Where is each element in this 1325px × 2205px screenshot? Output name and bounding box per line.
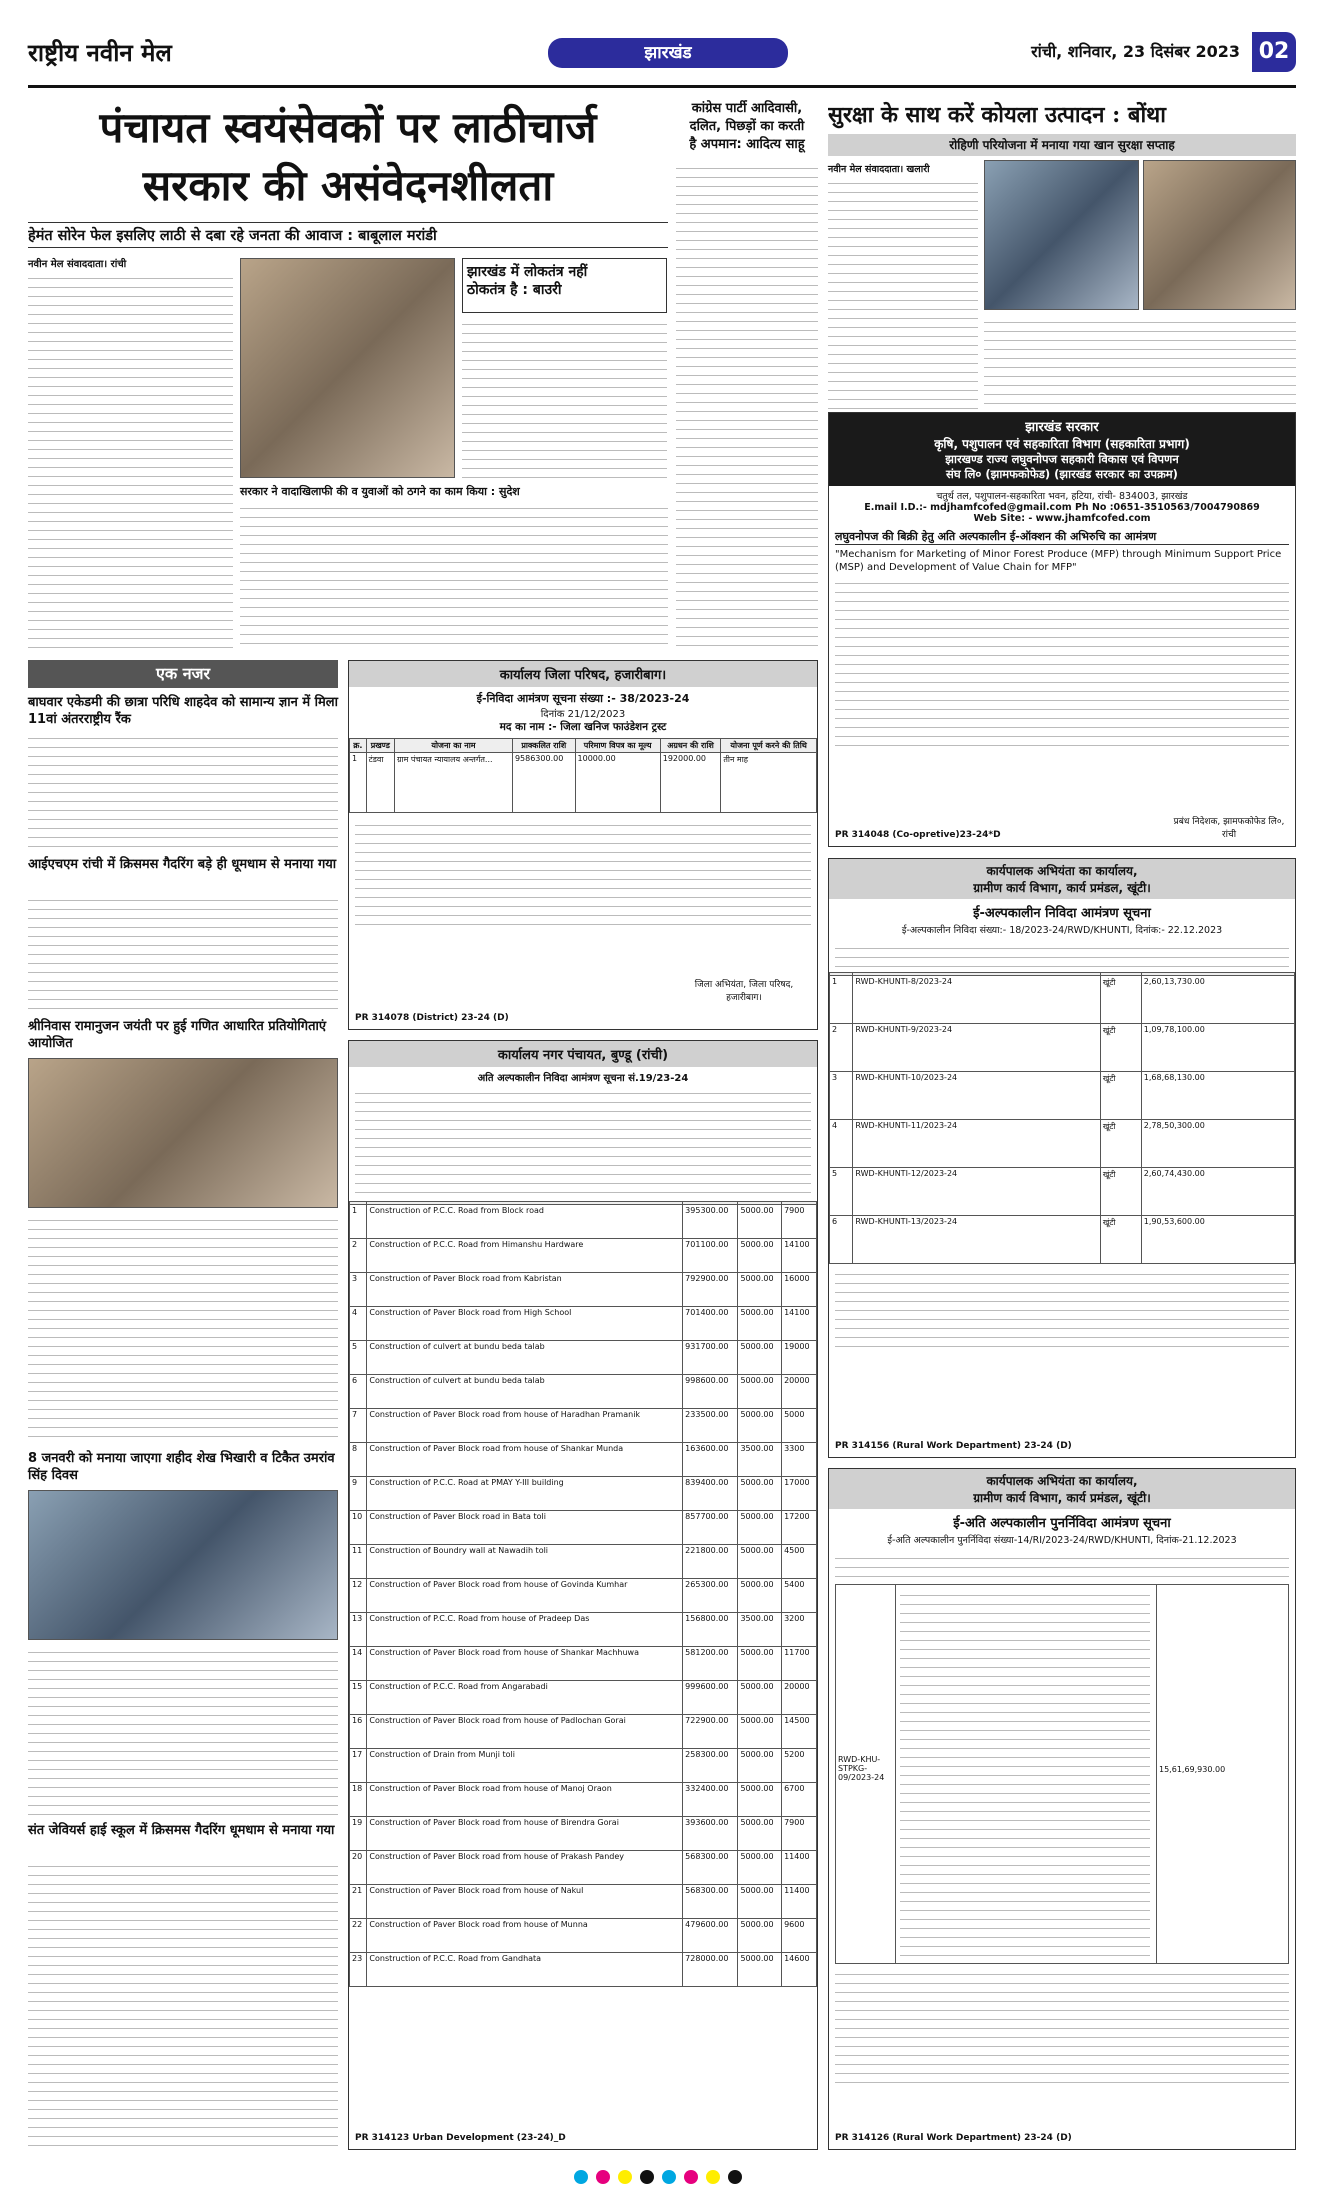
bundu-cell-work: Construction of P.C.C. Road from Himanshu Hardware bbox=[367, 1239, 683, 1273]
kh1-title: ई-अल्पकालीन निविदा आमंत्रण सूचना bbox=[973, 906, 1151, 921]
ad-org-2: संघ लि० (झामफकोफेड) (झारखंड सरकार का उपक्रम) bbox=[946, 467, 1178, 481]
lead-sub2: सरकार ने वादाखिलाफी की व युवाओं को ठगने का काम किया : सुदेश bbox=[240, 485, 520, 498]
bundu-cell-cost: 5000.00 bbox=[738, 1783, 782, 1817]
lead-body-text bbox=[28, 272, 233, 652]
bundu-cell-amt: 931700.00 bbox=[683, 1341, 738, 1375]
bundu-cell-n: 10 bbox=[350, 1511, 367, 1545]
bundu-cell-work: Construction of culvert at bundu beda talab bbox=[367, 1375, 683, 1409]
bundu-cell-cost: 5000.00 bbox=[738, 1681, 782, 1715]
kh1-office-1: कार्यपालक अभियंता का कार्यालय, bbox=[986, 864, 1138, 878]
kh2-pr-no: PR 314126 (Rural Work Department) 23-24 (D) bbox=[835, 2133, 1072, 2143]
bundu-cell-emd: 17200 bbox=[782, 1511, 817, 1545]
tender-bundu bbox=[348, 1040, 818, 2150]
bundu-cell-work: Construction of culvert at bundu beda talab bbox=[367, 1341, 683, 1375]
bundu-cell-amt: 701100.00 bbox=[683, 1239, 738, 1273]
color-swatch bbox=[684, 2170, 698, 2184]
ad-org-1: झारखण्ड राज्य लघुवनोपज सहकारी विकास एवं विपणन bbox=[945, 452, 1179, 466]
bundu-cell-work: Construction of P.C.C. Road from Gandhata bbox=[367, 1953, 683, 1987]
bundu-cell-cost: 5000.00 bbox=[738, 1341, 782, 1375]
kh1-cell-amt: 1,90,53,600.00 bbox=[1141, 1216, 1294, 1264]
hzb-h6: योजना पूर्ण करने की तिथि bbox=[721, 739, 817, 753]
ad-en-text: "Mechanism for Marketing of Minor Forest Produce (MFP) through Minimum Support Price (MSP) and Development of Value Chain for MFP" bbox=[835, 549, 1282, 573]
bundu-cell-cost: 5000.00 bbox=[738, 1273, 782, 1307]
bundu-cell-work: Construction of Paver Block road from house of Govinda Kumhar bbox=[367, 1579, 683, 1613]
table-row bbox=[830, 1120, 1295, 1168]
lead-sub2-text bbox=[240, 502, 668, 652]
bundu-cell-amt: 998600.00 bbox=[683, 1375, 738, 1409]
table-row bbox=[350, 1953, 817, 1987]
side-story-text bbox=[462, 318, 667, 478]
bundu-cell-amt: 393600.00 bbox=[683, 1817, 738, 1851]
bundu-cell-work: Construction of P.C.C. Road at PMAY Y-III building bbox=[367, 1477, 683, 1511]
bundu-cell-n: 12 bbox=[350, 1579, 367, 1613]
bundu-cell-cost: 5000.00 bbox=[738, 1715, 782, 1749]
hzb-h5: अग्रधन की राशि bbox=[660, 739, 721, 753]
ad-pr-no: PR 314048 (Co-opretive)23-24*D bbox=[835, 830, 1001, 840]
bundu-cell-emd: 3300 bbox=[782, 1443, 817, 1477]
kh1-cell-n: 6 bbox=[830, 1216, 853, 1264]
tender-hazaribag bbox=[348, 660, 818, 1030]
bundu-cell-cost: 5000.00 bbox=[738, 1511, 782, 1545]
bundu-cell-cost: 5000.00 bbox=[738, 1545, 782, 1579]
congress-head-1: कांग्रेस पार्टी आदिवासी, bbox=[691, 101, 803, 116]
kh2-intro bbox=[835, 1552, 1289, 1580]
bundu-cell-work: Construction of Paver Block road from house of Shankar Machhuwa bbox=[367, 1647, 683, 1681]
bundu-cell-emd: 16000 bbox=[782, 1273, 817, 1307]
table-row bbox=[830, 1168, 1295, 1216]
bundu-cell-amt: 839400.00 bbox=[683, 1477, 738, 1511]
bundu-pr-no: PR 314123 Urban Development (23-24)_D bbox=[355, 2133, 566, 2143]
table-row bbox=[830, 976, 1295, 1024]
bundu-cell-emd: 9600 bbox=[782, 1919, 817, 1953]
hzb-notice: ई-निविदा आमंत्रण सूचना संख्या :- 38/2023-24 bbox=[476, 692, 690, 705]
kh2-amount: 15,61,69,930.00 bbox=[1156, 1585, 1226, 1963]
table-row bbox=[830, 1024, 1295, 1072]
kh1-office-2: ग्रामीण कार्य विभाग, कार्य प्रमंडल, खूंटी। bbox=[973, 881, 1151, 895]
bundu-cell-work: Construction of Drain from Munji toli bbox=[367, 1749, 683, 1783]
hzb-cell: तीन माह bbox=[721, 753, 817, 813]
color-swatch bbox=[618, 2170, 632, 2184]
kh1-cell-n: 1 bbox=[830, 976, 853, 1024]
ek-nazar-story4-head: 8 जनवरी को मनाया जाएगा शहीद शेख भिखारी व टिकैत उमरांव सिंह दिवस bbox=[28, 1451, 335, 1483]
bundu-cell-work: Construction of Paver Block road from house of Haradhan Pramanik bbox=[367, 1409, 683, 1443]
table-row bbox=[350, 1783, 817, 1817]
coal-photo-2 bbox=[1143, 160, 1296, 310]
bundu-cell-n: 3 bbox=[350, 1273, 367, 1307]
page-number: 02 bbox=[1252, 32, 1296, 72]
bundu-cell-cost: 5000.00 bbox=[738, 1239, 782, 1273]
bundu-cell-work: Construction of Paver Block road from house of Shankar Munda bbox=[367, 1443, 683, 1477]
coal-byline: नवीन मेल संवाददाता। खलारी bbox=[828, 164, 930, 175]
coal-headline: सुरक्षा के साथ करें कोयला उत्पादन : बोंथा bbox=[828, 102, 1166, 128]
bundu-cell-emd: 5200 bbox=[782, 1749, 817, 1783]
table-row bbox=[350, 1307, 817, 1341]
bundu-cell-emd: 7900 bbox=[782, 1205, 817, 1239]
color-swatch bbox=[596, 2170, 610, 2184]
table-row bbox=[350, 1579, 817, 1613]
hzb-cell: 9586300.00 bbox=[512, 753, 575, 813]
hzb-h2: योजना का नाम bbox=[394, 739, 512, 753]
ek-nazar-story4-text bbox=[28, 1646, 338, 1816]
bundu-cell-emd: 17000 bbox=[782, 1477, 817, 1511]
hzb-h3: प्राक्कलित राशि bbox=[512, 739, 575, 753]
table-row bbox=[350, 1647, 817, 1681]
bundu-cell-amt: 156800.00 bbox=[683, 1613, 738, 1647]
bundu-cell-emd: 14600 bbox=[782, 1953, 817, 1987]
bundu-cell-amt: 792900.00 bbox=[683, 1273, 738, 1307]
hzb-cell: 10000.00 bbox=[575, 753, 660, 813]
kh1-cell-ref: RWD-KHUNTI-13/2023-24 bbox=[853, 1216, 1100, 1264]
bundu-cell-cost: 5000.00 bbox=[738, 1885, 782, 1919]
kh2-terms bbox=[835, 1968, 1289, 2088]
kh1-cell-amt: 2,60,13,730.00 bbox=[1141, 976, 1294, 1024]
bundu-cell-amt: 233500.00 bbox=[683, 1409, 738, 1443]
bundu-cell-work: Construction of Paver Block road from house of Munna bbox=[367, 1919, 683, 1953]
hzb-office: कार्यालय जिला परिषद, हजारीबाग। bbox=[349, 661, 817, 687]
bundu-cell-amt: 258300.00 bbox=[683, 1749, 738, 1783]
bundu-cell-amt: 568300.00 bbox=[683, 1851, 738, 1885]
kh1-office bbox=[829, 859, 1295, 899]
table-row bbox=[350, 1409, 817, 1443]
ad-phone: Ph No :0651-3510563/7004790869 bbox=[1074, 502, 1260, 513]
bundu-cell-cost: 5000.00 bbox=[738, 1477, 782, 1511]
hzb-cell: ग्राम पंचायत न्यायालय अन्तर्गत... bbox=[394, 753, 512, 813]
bundu-cell-amt: 221800.00 bbox=[683, 1545, 738, 1579]
bundu-cell-emd: 14500 bbox=[782, 1715, 817, 1749]
kh2-ref: RWD-KHU-STPKG-09/2023-24 bbox=[836, 1585, 896, 1963]
bundu-cell-work: Construction of Paver Block road from High School bbox=[367, 1307, 683, 1341]
kh1-cell-block: खूंटी bbox=[1100, 1168, 1141, 1216]
ad-notice-head: लघुवनोपज की बिक्री हेतु अति अल्पकालीन ई-ऑक्शन की अभिरुचि का आमंत्रण bbox=[835, 529, 1289, 545]
table-row bbox=[350, 1715, 817, 1749]
ad-title: झारखंड सरकार bbox=[1025, 420, 1099, 435]
color-swatch bbox=[574, 2170, 588, 2184]
bundu-cell-work: Construction of Paver Block road in Bata toli bbox=[367, 1511, 683, 1545]
ad-header bbox=[829, 413, 1295, 486]
congress-head-2: दलित, पिछड़ों का करती bbox=[689, 119, 805, 134]
bundu-cell-n: 5 bbox=[350, 1341, 367, 1375]
bundu-cell-n: 22 bbox=[350, 1919, 367, 1953]
color-swatch bbox=[706, 2170, 720, 2184]
tender-khunti-2 bbox=[828, 1468, 1296, 2150]
table-row bbox=[350, 1443, 817, 1477]
bundu-cell-n: 1 bbox=[350, 1205, 367, 1239]
bundu-cell-emd: 11400 bbox=[782, 1885, 817, 1919]
bundu-cell-work: Construction of Paver Block road from house of Padlochan Gorai bbox=[367, 1715, 683, 1749]
bundu-cell-emd: 5400 bbox=[782, 1579, 817, 1613]
coal-body-text bbox=[828, 177, 978, 417]
bundu-cell-n: 13 bbox=[350, 1613, 367, 1647]
bundu-cell-amt: 265300.00 bbox=[683, 1579, 738, 1613]
bundu-cell-amt: 332400.00 bbox=[683, 1783, 738, 1817]
color-swatch bbox=[640, 2170, 654, 2184]
bundu-cell-n: 16 bbox=[350, 1715, 367, 1749]
bundu-cell-cost: 5000.00 bbox=[738, 1851, 782, 1885]
kh1-cell-ref: RWD-KHUNTI-11/2023-24 bbox=[853, 1120, 1100, 1168]
table-row bbox=[350, 1545, 817, 1579]
ek-nazar-photo-2 bbox=[28, 1490, 338, 1640]
kh1-cell-block: खूंटी bbox=[1100, 1216, 1141, 1264]
kh1-table bbox=[829, 972, 1295, 1264]
ad-address: चतुर्थ तल, पशुपालन-सहकारिता भवन, हटिया, रांची- 834003, झारखंड bbox=[936, 491, 1188, 502]
bundu-cell-cost: 5000.00 bbox=[738, 1409, 782, 1443]
bundu-cell-amt: 701400.00 bbox=[683, 1307, 738, 1341]
bundu-cell-emd: 3200 bbox=[782, 1613, 817, 1647]
table-row bbox=[350, 1681, 817, 1715]
kh2-table bbox=[835, 1584, 1289, 1964]
table-row bbox=[830, 1072, 1295, 1120]
bundu-cell-n: 8 bbox=[350, 1443, 367, 1477]
side-head-line-1: झारखंड में लोकतंत्र नहीं bbox=[467, 264, 588, 280]
section-label: झारखंड bbox=[548, 38, 788, 68]
table-row bbox=[350, 1851, 817, 1885]
bundu-cell-emd: 20000 bbox=[782, 1681, 817, 1715]
kh1-cell-block: खूंटी bbox=[1100, 1024, 1141, 1072]
ad-jhamfcofed bbox=[828, 412, 1296, 847]
bundu-cell-cost: 3500.00 bbox=[738, 1613, 782, 1647]
table-row bbox=[350, 1749, 817, 1783]
bundu-cell-amt: 999600.00 bbox=[683, 1681, 738, 1715]
table-row bbox=[350, 1919, 817, 1953]
bundu-details bbox=[355, 1087, 811, 1197]
coal-photo-1 bbox=[984, 160, 1139, 310]
table-row bbox=[350, 1613, 817, 1647]
ek-nazar-story3-text bbox=[28, 1214, 338, 1444]
kh2-office-1: कार्यपालक अभियंता का कार्यालय, bbox=[986, 1474, 1138, 1488]
color-swatch bbox=[662, 2170, 676, 2184]
coal-body-text-2 bbox=[984, 316, 1296, 406]
kh1-cell-block: खूंटी bbox=[1100, 1120, 1141, 1168]
table-row bbox=[350, 1375, 817, 1409]
hzb-cell: टंडवा bbox=[366, 753, 394, 813]
hzb-cell: 1 bbox=[350, 753, 367, 813]
kh1-cell-ref: RWD-KHUNTI-9/2023-24 bbox=[853, 1024, 1100, 1072]
kh1-cell-n: 3 bbox=[830, 1072, 853, 1120]
kh1-cell-ref: RWD-KHUNTI-10/2023-24 bbox=[853, 1072, 1100, 1120]
bundu-cell-emd: 4500 bbox=[782, 1545, 817, 1579]
table-row bbox=[350, 1239, 817, 1273]
table-row bbox=[350, 1511, 817, 1545]
bundu-table bbox=[349, 1201, 817, 1987]
ek-nazar-story2-head: आईएचएम रांची में क्रिसमस गैदरिंग बड़े ही धूमधाम से मनाया गया bbox=[28, 857, 337, 872]
bundu-cell-n: 17 bbox=[350, 1749, 367, 1783]
bundu-cell-n: 11 bbox=[350, 1545, 367, 1579]
bundu-cell-cost: 5000.00 bbox=[738, 1205, 782, 1239]
dateline: रांची, शनिवार, 23 दिसंबर 2023 bbox=[1031, 42, 1240, 61]
table-row bbox=[350, 1477, 817, 1511]
ad-body-text bbox=[835, 577, 1289, 752]
bundu-cell-cost: 5000.00 bbox=[738, 1375, 782, 1409]
bundu-cell-cost: 5000.00 bbox=[738, 1953, 782, 1987]
coal-body-col bbox=[828, 162, 978, 417]
ad-signer: प्रबंध निदेशक, झामफकोफेड लि०, रांची bbox=[1173, 817, 1285, 840]
kh1-cell-amt: 2,78,50,300.00 bbox=[1141, 1120, 1294, 1168]
bundu-cell-work: Construction of Boundry wall at Nawadih toli bbox=[367, 1545, 683, 1579]
kh2-title: ई-अति अल्पकालीन पुनर्निविदा आमंत्रण सूचना bbox=[953, 1516, 1171, 1531]
bundu-cell-cost: 5000.00 bbox=[738, 1579, 782, 1613]
table-row bbox=[350, 1817, 817, 1851]
table-row bbox=[350, 1885, 817, 1919]
bundu-cell-n: 7 bbox=[350, 1409, 367, 1443]
kh1-terms bbox=[835, 1268, 1289, 1348]
bundu-cell-amt: 728000.00 bbox=[683, 1953, 738, 1987]
bundu-cell-work: Construction of Paver Block road from house of Manoj Oraon bbox=[367, 1783, 683, 1817]
bundu-cell-work: Construction of Paver Block road from house of Prakash Pandey bbox=[367, 1851, 683, 1885]
hzb-pr-no: PR 314078 (District) 23-24 (D) bbox=[355, 1013, 509, 1023]
kh2-works bbox=[900, 1589, 1150, 1959]
tender-khunti-1 bbox=[828, 858, 1296, 1458]
hzb-signer: जिला अभियंता, जिला परिषद, हजारीबाग। bbox=[694, 980, 794, 1003]
bundu-cell-work: Construction of P.C.C. Road from Block road bbox=[367, 1205, 683, 1239]
table-row bbox=[350, 1273, 817, 1307]
ek-nazar-story5-head: संत जेवियर्स हाई स्कूल में क्रिसमस गैदरिंग धूमधाम से मनाया गया bbox=[28, 1823, 335, 1838]
ek-nazar-story2-text bbox=[28, 894, 338, 1014]
bundu-cell-emd: 14100 bbox=[782, 1239, 817, 1273]
bundu-cell-n: 6 bbox=[350, 1375, 367, 1409]
kh1-cell-block: खूंटी bbox=[1100, 976, 1141, 1024]
bundu-notice: अति अल्पकालीन निविदा आमंत्रण सूचना सं.19/23-24 bbox=[477, 1073, 689, 1084]
bundu-office: कार्यालय नगर पंचायत, बुण्डू (रांची) bbox=[349, 1041, 817, 1067]
kh1-cell-n: 2 bbox=[830, 1024, 853, 1072]
bundu-cell-emd: 7900 bbox=[782, 1817, 817, 1851]
bundu-cell-emd: 19000 bbox=[782, 1341, 817, 1375]
bundu-cell-emd: 14100 bbox=[782, 1307, 817, 1341]
ad-contact bbox=[829, 486, 1295, 527]
bundu-cell-emd: 11700 bbox=[782, 1647, 817, 1681]
table-row bbox=[830, 1216, 1295, 1264]
bundu-cell-amt: 722900.00 bbox=[683, 1715, 738, 1749]
bundu-cell-emd: 5000 bbox=[782, 1409, 817, 1443]
kh1-cell-amt: 2,60,74,430.00 bbox=[1141, 1168, 1294, 1216]
kh1-cell-amt: 1,09,78,100.00 bbox=[1141, 1024, 1294, 1072]
lead-byline: नवीन मेल संवाददाता। रांची bbox=[28, 259, 127, 270]
lead-headline-2: सरकार की असंवेदनशीलता bbox=[142, 161, 554, 210]
bundu-cell-work: Construction of Paver Block road from house of Birendra Gorai bbox=[367, 1817, 683, 1851]
table-row bbox=[350, 1341, 817, 1375]
ek-nazar-story1-text bbox=[28, 732, 338, 852]
bundu-cell-amt: 857700.00 bbox=[683, 1511, 738, 1545]
bundu-cell-work: Construction of P.C.C. Road from house of Pradeep Das bbox=[367, 1613, 683, 1647]
bundu-cell-cost: 5000.00 bbox=[738, 1307, 782, 1341]
bundu-cell-n: 9 bbox=[350, 1477, 367, 1511]
kh2-office bbox=[829, 1469, 1295, 1509]
bundu-cell-cost: 5000.00 bbox=[738, 1647, 782, 1681]
coal-subhead: रोहिणी परियोजना में मनाया गया खान सुरक्षा सप्ताह bbox=[828, 134, 1296, 156]
side-head-line-2: ठोकतंत्र है : बाउरी bbox=[467, 282, 562, 298]
bundu-cell-amt: 163600.00 bbox=[683, 1443, 738, 1477]
ek-nazar-story1-head: बाघवार एकेडमी की छात्रा परिधि शाहदेव को सामान्य ज्ञान में मिला 11वां अंतरराष्ट्रीय रैंक bbox=[28, 695, 338, 727]
kh2-notice: ई-अति अल्पकालीन पुनर्निविदा संख्या-14/RI/2023-24/RWD/KHUNTI, दिनांक-21.12.2023 bbox=[887, 1535, 1237, 1546]
bundu-cell-work: Construction of Paver Block road from Kabristan bbox=[367, 1273, 683, 1307]
masthead bbox=[28, 30, 1296, 88]
color-swatch bbox=[728, 2170, 742, 2184]
ad-email: E.mail I.D.:- mdjhamfcofed@gmail.com bbox=[864, 502, 1072, 513]
bundu-cell-n: 4 bbox=[350, 1307, 367, 1341]
kh1-cell-ref: RWD-KHUNTI-12/2023-24 bbox=[853, 1168, 1100, 1216]
print-color-bar bbox=[28, 2170, 1296, 2184]
hzb-h0: क्र. bbox=[350, 739, 367, 753]
brand-logo: राष्ट्रीय नवीन मेल bbox=[28, 38, 172, 67]
kh2-office-2: ग्रामीण कार्य विभाग, कार्य प्रमंडल, खूंटी। bbox=[973, 1491, 1151, 1505]
ek-nazar-photo-1 bbox=[28, 1058, 338, 1208]
bundu-cell-n: 21 bbox=[350, 1885, 367, 1919]
table-row bbox=[350, 1205, 817, 1239]
kh1-cell-amt: 1,68,68,130.00 bbox=[1141, 1072, 1294, 1120]
side-head-box bbox=[462, 258, 667, 313]
hzb-cell: 192000.00 bbox=[660, 753, 721, 813]
hzb-terms bbox=[355, 819, 811, 929]
hzb-table bbox=[349, 738, 817, 813]
table-row bbox=[350, 753, 817, 813]
bundu-cell-work: Construction of P.C.C. Road from Angarabadi bbox=[367, 1681, 683, 1715]
congress-body bbox=[676, 162, 818, 652]
bundu-cell-n: 19 bbox=[350, 1817, 367, 1851]
kh1-pr-no: PR 314156 (Rural Work Department) 23-24 (D) bbox=[835, 1441, 1072, 1451]
bundu-cell-emd: 6700 bbox=[782, 1783, 817, 1817]
kh1-cell-n: 4 bbox=[830, 1120, 853, 1168]
lead-subhead: हेमंत सोरेन फेल इसलिए लाठी से दबा रहे जनता की आवाज : बाबूलाल मरांडी bbox=[28, 222, 668, 248]
bundu-cell-n: 14 bbox=[350, 1647, 367, 1681]
bundu-cell-cost: 3500.00 bbox=[738, 1443, 782, 1477]
bundu-cell-n: 15 bbox=[350, 1681, 367, 1715]
hzb-h1: प्रखण्ड bbox=[366, 739, 394, 753]
bundu-cell-emd: 20000 bbox=[782, 1375, 817, 1409]
bundu-cell-emd: 11400 bbox=[782, 1851, 817, 1885]
bundu-cell-n: 18 bbox=[350, 1783, 367, 1817]
hzb-h4: परिमाण विपत्र का मूल्य bbox=[575, 739, 660, 753]
bundu-cell-amt: 479600.00 bbox=[683, 1919, 738, 1953]
kh1-cell-ref: RWD-KHUNTI-8/2023-24 bbox=[853, 976, 1100, 1024]
lead-body-col1 bbox=[28, 256, 233, 651]
bundu-cell-n: 20 bbox=[350, 1851, 367, 1885]
kh1-intro bbox=[835, 942, 1289, 970]
bundu-cell-cost: 5000.00 bbox=[738, 1817, 782, 1851]
ek-nazar-title: एक नजर bbox=[28, 660, 338, 688]
bundu-cell-n: 23 bbox=[350, 1953, 367, 1987]
bundu-cell-work: Construction of Paver Block road from house of Nakul bbox=[367, 1885, 683, 1919]
ek-nazar-story3-head: श्रीनिवास रामानुजन जयंती पर हुई गणित आधारित प्रतियोगिताएं आयोजित bbox=[28, 1019, 327, 1051]
kh1-cell-block: खूंटी bbox=[1100, 1072, 1141, 1120]
kh1-cell-n: 5 bbox=[830, 1168, 853, 1216]
bundu-cell-cost: 5000.00 bbox=[738, 1749, 782, 1783]
bundu-cell-n: 2 bbox=[350, 1239, 367, 1273]
ek-nazar-story5-text bbox=[28, 1860, 338, 2150]
bundu-cell-cost: 5000.00 bbox=[738, 1919, 782, 1953]
kh1-notice: ई-अल्पकालीन निविदा संख्या:- 18/2023-24/RWD/KHUNTI, दिनांक:- 22.12.2023 bbox=[901, 925, 1223, 936]
ad-web: Web Site: - www.jhamfcofed.com bbox=[973, 513, 1151, 524]
ad-dept: कृषि, पशुपालन एवं सहकारिता विभाग (सहकारिता प्रभाग) bbox=[934, 437, 1190, 451]
lead-photo-babulal bbox=[240, 258, 455, 478]
hzb-scheme: मद का नाम :- जिला खनिज फाउंडेशन ट्रस्ट bbox=[499, 721, 667, 733]
congress-headline bbox=[676, 100, 818, 154]
bundu-cell-amt: 568300.00 bbox=[683, 1885, 738, 1919]
lead-headline-1: पंचायत स्वयंसेवकों पर लाठीचार्ज bbox=[99, 103, 597, 152]
hzb-date: दिनांक 21/12/2023 bbox=[540, 709, 626, 720]
bundu-cell-amt: 581200.00 bbox=[683, 1647, 738, 1681]
bundu-cell-amt: 395300.00 bbox=[683, 1205, 738, 1239]
congress-head-3: है अपमान: आदित्य साहू bbox=[689, 137, 805, 152]
